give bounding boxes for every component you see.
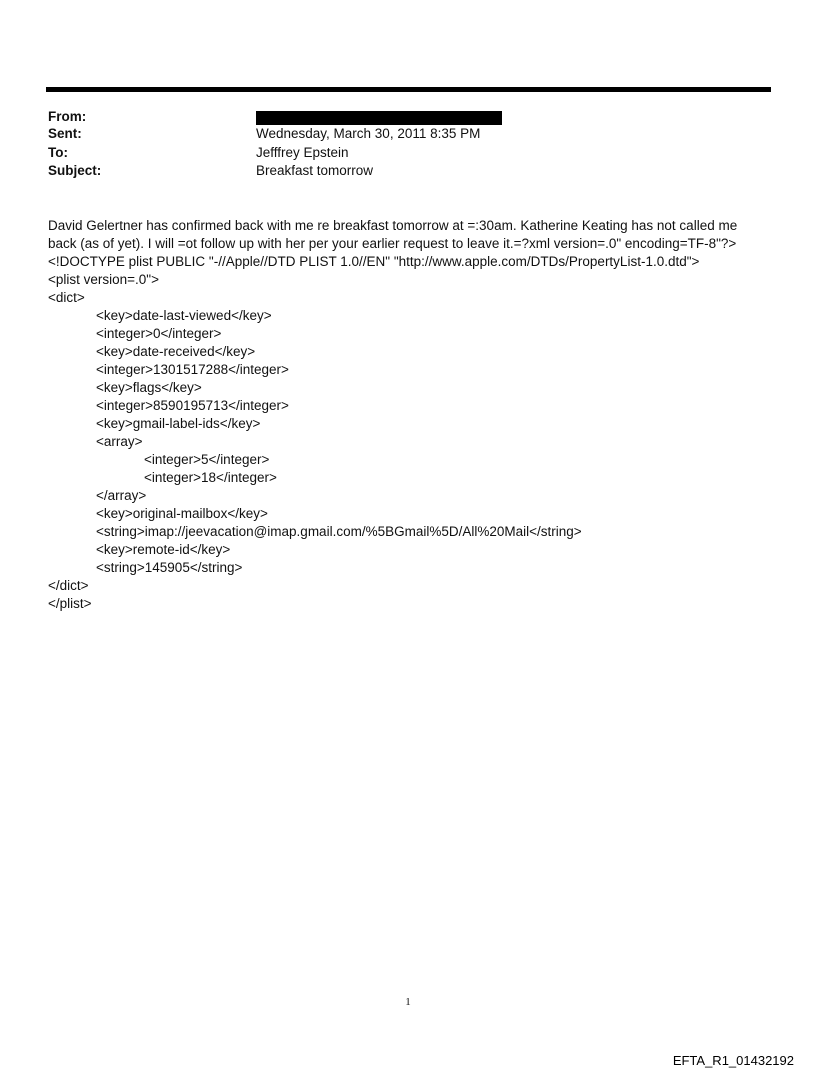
body-line: </array> (96, 488, 147, 503)
body-line: <string>145905</string> (96, 560, 243, 575)
to-label: To: (48, 145, 68, 160)
email-body (48, 217, 768, 613)
body-line: <key>gmail-label-ids</key> (96, 416, 261, 431)
body-line: <integer>5</integer> (144, 452, 270, 467)
to-value: Jefffrey Epstein (256, 145, 349, 160)
body-line: <key>remote-id</key> (96, 542, 231, 557)
sent-value: Wednesday, March 30, 2011 8:35 PM (256, 126, 481, 141)
from-label: From: (48, 109, 87, 124)
body-line: </dict> (48, 578, 89, 593)
redacted-from-address (256, 111, 502, 125)
body-line: <!DOCTYPE plist PUBLIC "-//Apple//DTD PLIST 1.0//EN" "http://www.apple.com/DTDs/PropertyList-1.0.dtd"> (48, 254, 700, 269)
body-line: back (as of yet). I will =ot follow up with her per your earlier request to leave it.=?xml version=.0" encoding=TF-8"?> (48, 236, 737, 251)
sent-label: Sent: (48, 126, 82, 141)
body-line: <integer>0</integer> (96, 326, 222, 341)
header-rule (46, 87, 771, 92)
subject-label: Subject: (48, 163, 102, 178)
body-line: <key>flags</key> (96, 380, 202, 395)
bates-stamp: EFTA_R1_01432192 (672, 1053, 794, 1068)
body-line: <key>date-received</key> (96, 344, 256, 359)
subject-value: Breakfast tomorrow (256, 163, 374, 178)
body-line: <integer>18</integer> (144, 470, 277, 485)
body-line: </plist> (48, 596, 92, 611)
body-line: David Gelertner has confirmed back with me re breakfast tomorrow at =:30am. Katherine Keating has not called me (48, 218, 738, 233)
body-line: <integer>1301517288</integer> (96, 362, 289, 377)
body-line: <array> (96, 434, 143, 449)
body-line: <plist version=.0"> (48, 272, 159, 287)
body-line: <dict> (48, 290, 85, 305)
page-number: 1 (405, 996, 411, 1008)
body-line: <string>imap://jeevacation@imap.gmail.com/%5BGmail%5D/All%20Mail</string> (96, 524, 582, 539)
body-line: <key>original-mailbox</key> (96, 506, 268, 521)
body-line: <integer>8590195713</integer> (96, 398, 289, 413)
body-line: <key>date-last-viewed</key> (96, 308, 272, 323)
